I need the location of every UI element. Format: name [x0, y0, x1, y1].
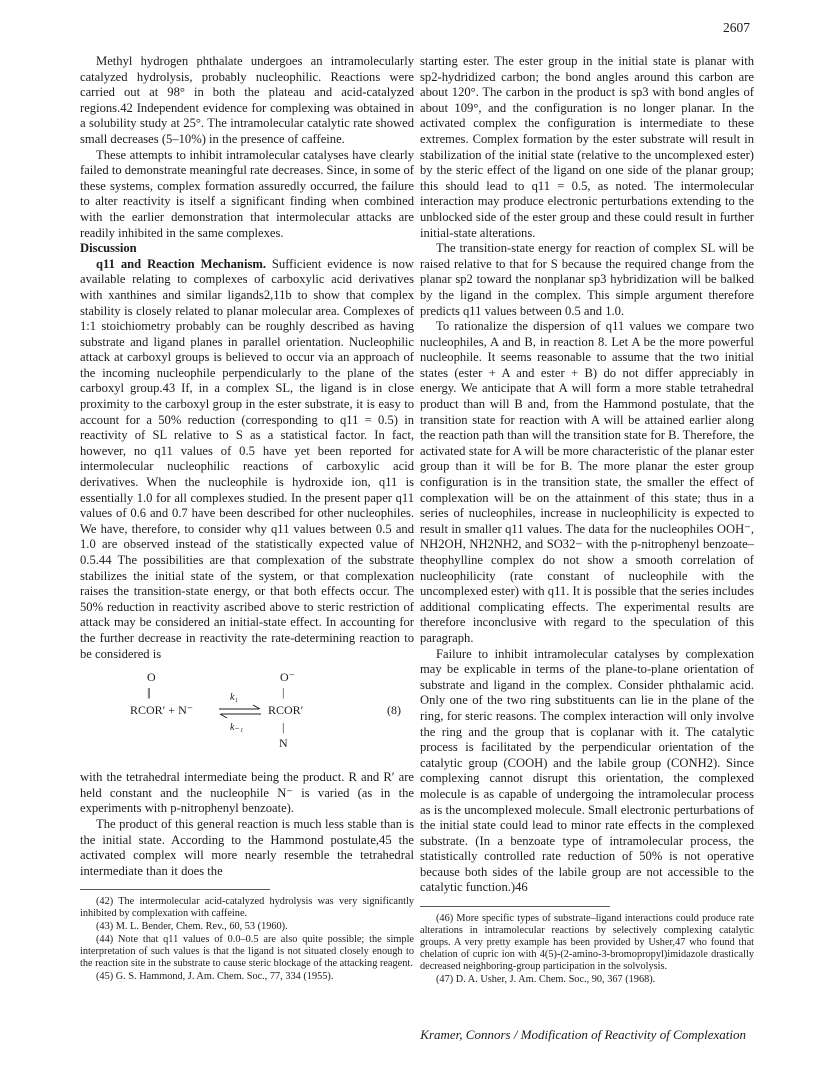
eq-single-bond-top: |: [282, 685, 285, 700]
left-column: [80, 54, 414, 983]
running-footer: Kramer, Connors / Modification of Reactivity of Complexation: [420, 1027, 746, 1042]
paragraph: Failure to inhibit intramolecular catalyses by complexation may be explicable in terms of the plane-to-plane orientation of substrate and ligand in the complex. Consider phthalamic acid. Only one of the two ring substituents can lie in the plane of the ring, for steric reasons. The complex interaction will only involve the ring and the group that is coplanar with it. The catalytic process is facilitated by the perpendicular orientation of the catalytic group (COOH) and the labile group (CONH2). Since complexing cannot disrupt this orientation, the complexed molecule is as capable of undergoing the intramolecular process as is the uncomplexed molecule. Small electronic perturbations of the initial state could lead to minor rate effects in the complexed substrate. (In a benzoate type of intramolecular process, the statistically controlled rate reduction of 50% is not operative because both sides of the labile group are not accessible to the catalytic function.)46: [420, 646, 754, 895]
eq-single-bond-bottom: |: [282, 720, 285, 735]
footnote-divider: [80, 889, 270, 890]
equilibrium-arrows-icon: [217, 703, 263, 721]
paragraph: starting ester. The ester group in the initial state is planar with sp2-hydridized carbon; the bond angles around this carbon are about 120°. The carbon in the product is sp3 with bond angles of about 109°, and the configuration is no longer planar. In the activated complex the configuration is intermediate to these extremes. Complex formation by the ester substrate will result in stabilization of the initial state (relative to the uncomplexed ester) by the steric effect of the ligand on one side of the planar group; this should lead to q11 = 0.5, as noted. The intermolecular interaction may produce electronic perturbations extending to the unblocked side of the ester group and these could result in further initial-state alterations.: [420, 54, 754, 240]
eq-oxygen-left: O: [147, 670, 156, 685]
eq-k1: k₁: [230, 692, 238, 704]
eq-k-minus-1: k₋₁: [230, 722, 244, 734]
footnote-42: (42) The intermolecular acid-catalyzed hydrolysis was very significantly inhibited by complexation with caffeine.: [80, 896, 414, 920]
right-column: [420, 54, 754, 986]
footnote-divider: [420, 906, 610, 907]
paragraph: Methyl hydrogen phthalate undergoes an intramolecularly catalyzed hydrolysis, probably nucleophilic. Reactions were carried out at 98° in both the plateau and acid-catalyzed regions.42 Independent evidence for complexing was obtained in a solubility study at 25°. The intramolecular catalytic rate showed small decreases (5–10%) in the presence of caffeine.: [80, 54, 414, 146]
eq-reactants: RCOR′ + N⁻: [130, 703, 194, 718]
eq-oxygen-right: O⁻: [280, 670, 295, 685]
footnote-44: (44) Note that q11 values of 0.0–0.5 are also quite possible; the simple interpretation of such values is that the ligand is not situated closely enough to the reaction site in the substrate to cause steric blockage of the attacking reagent.: [80, 934, 414, 970]
eq-product: RCOR′: [268, 703, 304, 718]
footnote-43: (43) M. L. Bender, Chem. Rev., 60, 53 (1960).: [96, 921, 288, 933]
footnote-46: (46) More specific types of substrate–ligand interactions could produce rate alterations in intramolecular reactions by selectively complexing catalytic groups. A very pretty example has been provided by Usher,47 who found that chelation of cupric ion with 4(5)-(2-amino-3-bromopropyl)imidazole drastically decreased neighboring-group participation in the solvolysis.: [420, 913, 754, 973]
equation-8: [80, 670, 414, 762]
footnote-47: (47) D. A. Usher, J. Am. Chem. Soc., 90, 367 (1968).: [436, 974, 656, 986]
paragraph: [80, 257, 414, 662]
eq-double-bond: ||: [147, 685, 150, 700]
paragraph-text: Sufficient evidence is now available relating to complexes of carboxylic acid derivatives with xanthines and similar ligands2,11b to show that complex stability is closely related to planar molecular area. Complexes of 1:1 stoichiometry probably can be roughly described as having substrate and ligand planes in parallel orientation. Nucleophilic attack at carboxyl groups is believed to occur via an approach of the incoming nucleophile perpendicularly to the plane of the carboxyl group.43 If, in a complex SL, the ligand is in close proximity to the carboxyl group in the ester substrate, it is easy to account for a 50% reduction (corresponding to q11 = 0.5) in reactivity of SL relative to S as a statistical factor. In fact, however, no q11 values of 0.5 have yet been reported for intermolecular nucleophilic reactions of carboxylic acid derivatives. When the nucleophile is hydroxide ion, q11 is essentially 1.0 for all complexes studied. In the present paper q11 values of 0.6 and 0.7 have been described for other nucleophiles. We have, therefore, to consider why q11 values between 0.5 and 1.0 are observed instead of the statistically expected value of 0.5.44 The possibilities are that complexation of the substrate stabilizes the initial state of the system, or that complexation raises the transition-state energy, or that both effects occur. The 50% reduction in reactivity ascribed above to steric restriction of attack may be considered an initial-state effect. In accounting for the further decrease in reactivity the rate-determining reaction to be considered is: [80, 256, 414, 661]
run-in-heading: q11 and Reaction Mechanism.: [96, 256, 266, 271]
eq-nitrogen: N: [279, 736, 288, 751]
page-number: 2607: [723, 20, 750, 35]
paragraph: The product of this general reaction is much less stable than is the initial state. According to the Hammond postulate,45 the activated complex will more nearly resemble the tetrahedral intermediate than it does the: [80, 816, 414, 878]
paragraph: The transition-state energy for reaction of complex SL will be raised relative to that for S because the required change from the planar sp2 toward the nonplanar sp3 hybridization will be balked by the ligand in the complex. This simple argument therefore predicts q11 values between 0.5 and 1.0.: [420, 241, 754, 318]
eq-number: (8): [387, 703, 401, 718]
paragraph: with the tetrahedral intermediate being the product. R and R′ are held constant and the nucleophile N⁻ is varied (as in the experiments with p-nitrophenyl benzoate).: [80, 770, 414, 816]
section-heading: Discussion: [80, 241, 137, 256]
paragraph: These attempts to inhibit intramolecular catalyses have clearly failed to demonstrate meaningful rate decreases. Since, in some of these systems, complex formation assuredly occurred, the failure to alter reactivity is itself a significant finding when combined with the earlier demonstration that intermolecular attacks are readily inhibited in the same complexes.: [80, 147, 414, 240]
footnote-45: (45) G. S. Hammond, J. Am. Chem. Soc., 77, 334 (1955).: [96, 971, 334, 983]
paragraph: To rationalize the dispersion of q11 values we compare two nucleophiles, A and B, in reaction 8. Let A be the more powerful nucleophile. It seems reasonable to assume that the two initial states (ester + A and ester + B) do not differ appreciably in energy. We anticipate that A will form a more stable tetrahedral product than will B and, from the Hammond postulate, that the transition state for reaction with A will be attained earlier along the reaction path than will the transition state for B. Therefore, the activated state for A will be more characteristic of the planar ester group than it will be for B. The more planar the ester group configuration is in the transition state, the smaller the effect of complexation will be on the attainment of this state; thus in a series of nucleophiles, increase in nucleophilicity is expected to result in smaller q11 values. The data for the nucleophiles OOH⁻, NH2OH, NH2NH2, and SO32− with the p-nitrophenyl benzoate–theophylline complex do not show a smooth correlation of nucleophilicity (rate constant of nucleophile with the uncomplexed ester) with q11. It is possible that the series includes additional complicating effects. The experimental results are therefore inconclusive with regard to the speculation of this paragraph.: [420, 319, 754, 645]
